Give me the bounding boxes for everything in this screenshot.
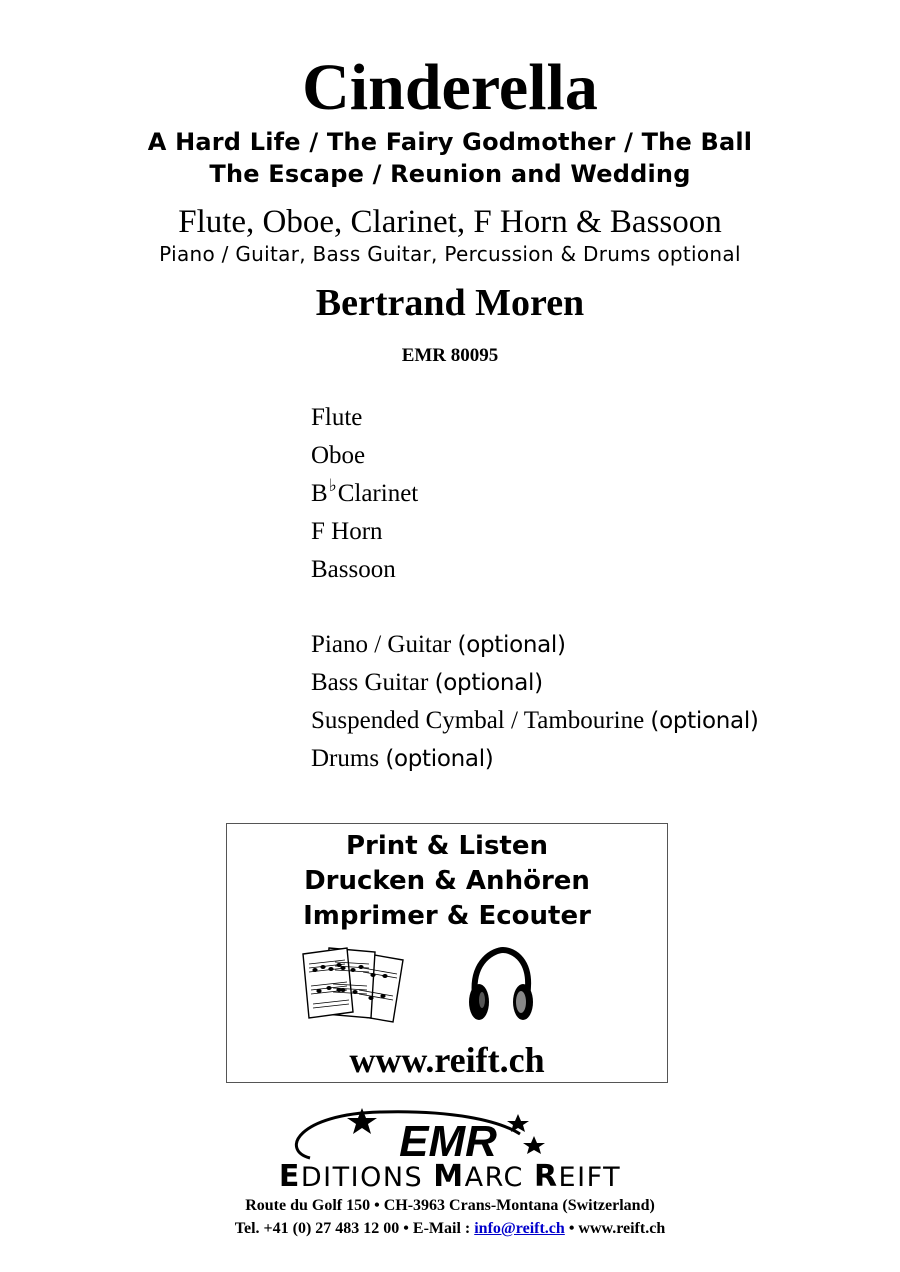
publisher-address: Route du Golf 150 • CH-3963 Crans-Montana (Switzerland) [245,1197,655,1214]
emr-logo-letters: EMR [399,1117,497,1166]
emr-logo [250,1106,650,1166]
movements-line-1: A Hard Life / The Fairy Godmother / The Ball [147,128,753,156]
part-cymbal-tambourine: Suspended Cymbal / Tambourine (optional) [311,707,759,734]
composer-name: Bertrand Moren [315,282,585,324]
website-link[interactable]: www.reift.ch [349,1040,545,1080]
catalog-number: EMR 80095 [401,345,499,366]
page-title: Cinderella [302,51,598,124]
part-drums: Drums (optional) [311,745,494,772]
publisher-name: EDITIONS MARC REIFT [278,1159,622,1194]
part-oboe: Oboe [311,442,366,469]
print-listen-de: Drucken & Anhören [304,866,590,896]
print-listen-fr: Imprimer & Ecouter [303,901,591,931]
email-link[interactable]: info@reift.ch [474,1220,565,1237]
flat-sign: ♭ [328,476,337,495]
publisher-contact: Tel. +41 (0) 27 483 12 00 • E-Mail : info@reift.ch • www.reift.ch [234,1220,666,1237]
movements-line-2: The Escape / Reunion and Wedding [209,160,691,188]
part-clarinet: B♭Clarinet [311,476,419,507]
print-listen-en: Print & Listen [345,831,549,861]
part-flute: Flute [311,404,363,431]
instrumentation: Flute, Oboe, Clarinet, F Horn & Bassoon [178,204,722,240]
optional-instruments: Piano / Guitar, Bass Guitar, Percussion & Drums optional [159,242,741,266]
part-bassoon: Bassoon [311,556,396,583]
part-bass-guitar: Bass Guitar (optional) [311,669,543,696]
headphones-icon [465,946,537,1028]
part-horn: F Horn [311,518,383,545]
sheet-music-icon [299,946,411,1026]
print-listen-box [226,823,668,1083]
part-piano-guitar: Piano / Guitar (optional) [311,631,566,658]
